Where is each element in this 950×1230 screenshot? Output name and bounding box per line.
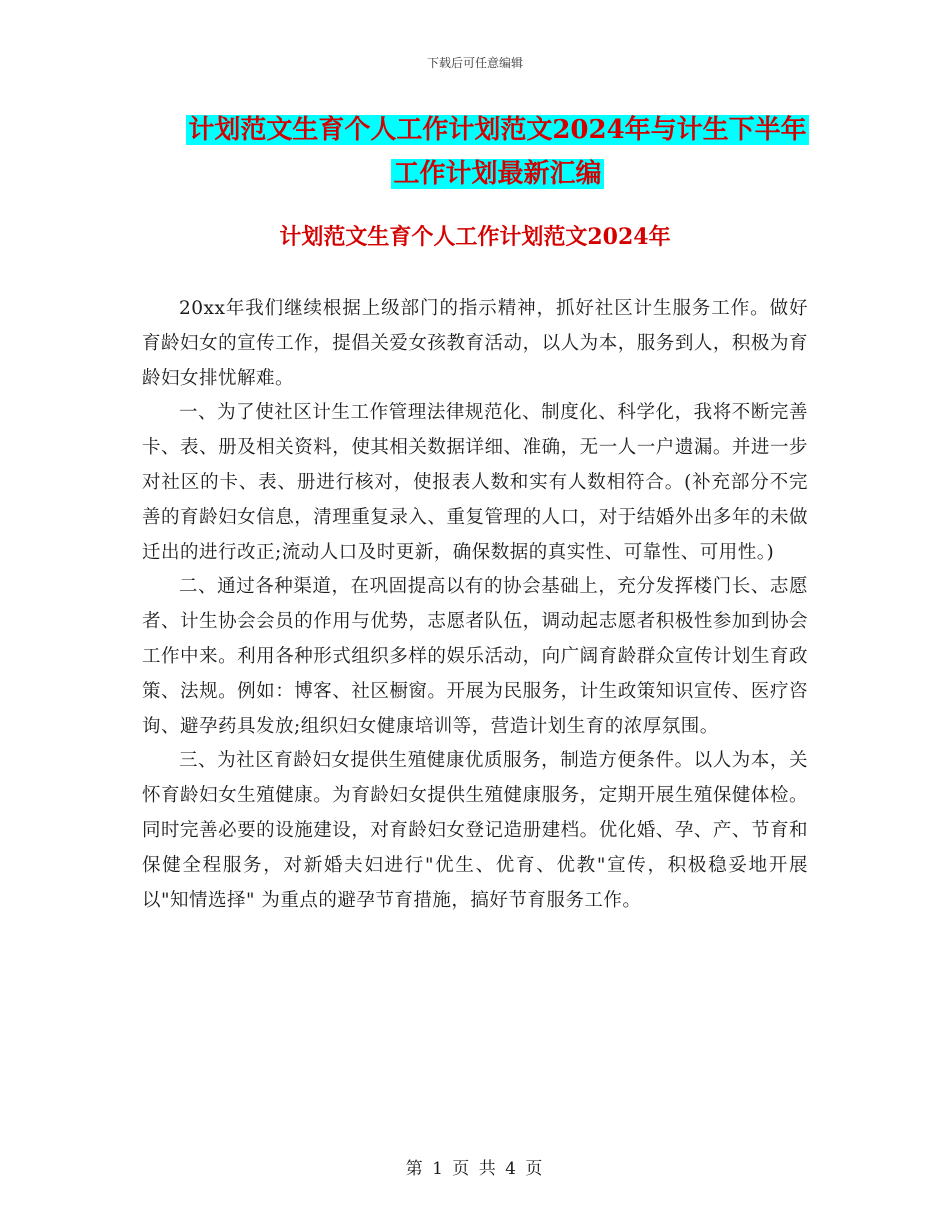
paragraph-item-2: 二、通过各种渠道，在巩固提高以有的协会基础上，充分发挥楼门长、志愿者、计生协会会员的作用与优势，志愿者队伍，调动起志愿者积极性参加到协会工作中来。利用各种形式组织多样的娱乐活动，向广阔育龄群众宣传计划生育政策、法规。例如：博客、社区橱窗。开展为民服务，计生政策知识宣传、医疗咨询、避孕药具发放;组织妇女健康培训等，营造计划生育的浓厚氛围。 (142, 576, 808, 737)
document-title-line-2: 工作计划最新汇编 (393, 159, 602, 189)
document-title (140, 108, 855, 196)
paragraph-intro: 20xx年我们继续根据上级部门的指示精神，抓好社区计生服务工作。做好育龄妇女的宣传工作，提倡关爱女孩教育活动，以人为本，服务到人，积极为育龄妇女排忧解难。 (142, 298, 808, 389)
section-title: 计划范文生育个人工作计划范文2024年 (279, 224, 671, 250)
document-title-line-1: 计划范文生育个人工作计划范文2024年与计生下半年 (188, 115, 807, 145)
page-number: 第 1 页 共 4 页 (405, 1159, 545, 1179)
paragraph-item-1: 一、为了使社区计生工作管理法律规范化、制度化、科学化，我将不断完善卡、表、册及相关资料，使其相关数据详细、准确，无一人一户遗漏。并进一步对社区的卡、表、册进行核对，使报表人数和实有人数相符合。(补充部分不完善的育龄妇女信息，清理重复录入、重复管理的人口，对于结婚外出多年的未做迁出的进行改正;流动人口及时更新，确保数据的真实性、可靠性、可用性。) (142, 402, 808, 563)
document-body (142, 292, 808, 918)
paragraph-item-3: 三、为社区育龄妇女提供生殖健康优质服务，制造方便条件。以人为本，关怀育龄妇女生殖健康。为育龄妇女提供生殖健康服务，定期开展生殖保健体检。同时完善必要的设施建设，对育龄妇女登记造册建档。优化婚、孕、产、节育和保健全程服务，对新婚夫妇进行"优生、优育、优教"宣传，积极稳妥地开展以"知情选择" 为重点的避孕节育措施，搞好节育服务工作。 (142, 750, 808, 911)
header-note: 下载后可任意编辑 (426, 56, 523, 70)
